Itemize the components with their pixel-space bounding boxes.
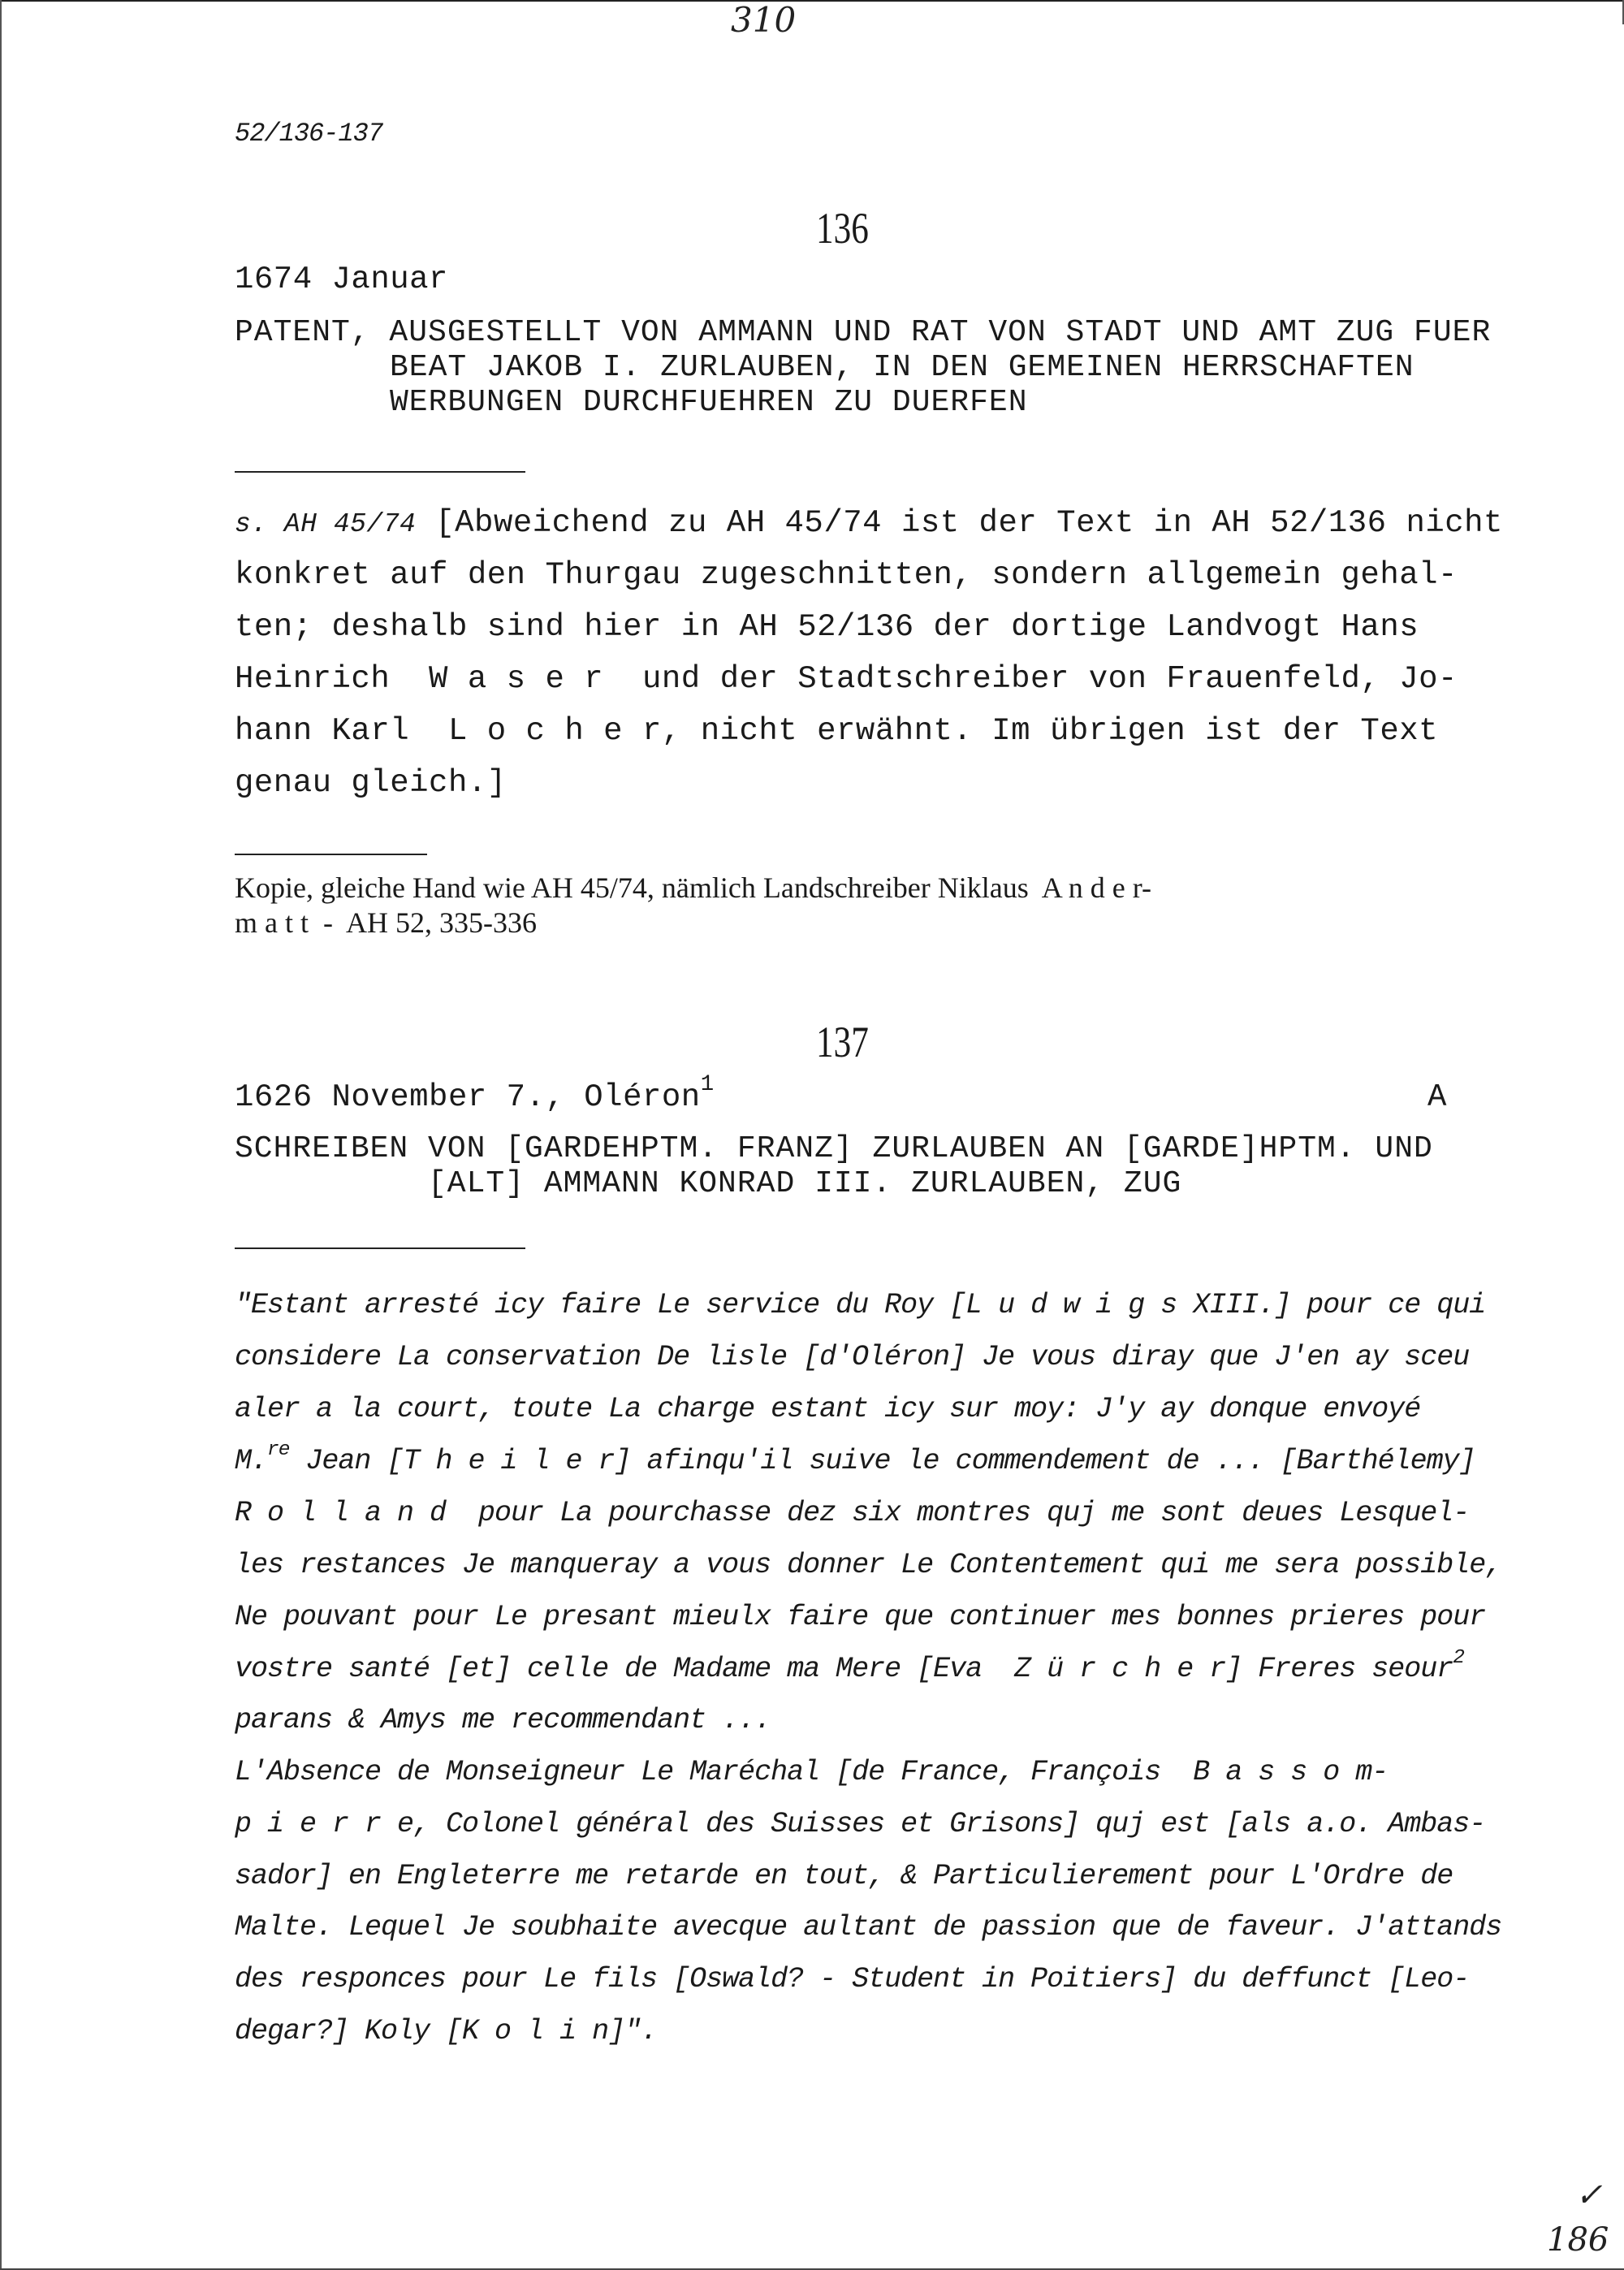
letter-line: L'Absence de Monseigneur Le Maréchal [de France, François B a s s o m-	[235, 1756, 1389, 1788]
date-text: 1626 November 7., Oléron	[235, 1079, 701, 1115]
letter-line: des responces pour Le fils [Oswald? - Student in Poitiers] du deffunct [Leo-	[235, 1963, 1470, 1995]
divider	[235, 471, 525, 473]
source-line: m a t t - AH 52, 335-336	[235, 906, 537, 939]
reference-prefix: s. AH 45/74	[235, 509, 417, 539]
footnote-marker: 2	[1453, 1646, 1464, 1669]
letter-line: degar?] Koly [K o l i n]".	[235, 2015, 658, 2047]
letter-text: Jean [T h e i l e r] afinqu'il suive le commendement de ... [Barthélemy]	[289, 1445, 1475, 1477]
superscript: re	[267, 1438, 290, 1461]
letter-line: Malte. Lequel Je soubhaite avecque aultant de passion que de faveur. J'attands	[235, 1911, 1502, 1944]
letter-line: aler a la court, toute La charge estant icy sur moy: J'y ay donque envoyé	[235, 1393, 1421, 1425]
document-title-line: BEAT JAKOB I. ZURLAUBEN, IN DEN GEMEINEN HERRSCHAFTEN	[390, 350, 1415, 385]
document-date: 1674 Januar	[235, 262, 448, 297]
reference-number: 52/136-137	[235, 119, 383, 149]
handwritten-folio-number: 186	[1547, 2221, 1609, 2259]
divider	[235, 1247, 525, 1249]
checkmark-icon: ✓	[1575, 2177, 1603, 2214]
letter-text: vostre santé [et] celle de Madame ma Mere [Eva Z ü r c h e r] Freres seour	[235, 1653, 1453, 1685]
document-marker: A	[1427, 1079, 1447, 1115]
document-date	[235, 1071, 715, 1115]
letter-line: "Estant arresté icy faire Le service du Roy [L u d w i g s XIII.] pour ce qui	[235, 1289, 1486, 1321]
body-line: hann Karl L o c h e r, nicht erwähnt. Im übrigen ist der Text	[235, 713, 1439, 749]
scan-border-left	[0, 0, 2, 2270]
divider	[235, 854, 427, 855]
letter-line: les restances Je manqueray a vous donner Le Contentement qui me sera possible,	[235, 1549, 1502, 1581]
document-title-line: SCHREIBEN VON [GARDEHPTM. FRANZ] ZURLAUBEN AN [GARDE]HPTM. UND	[235, 1131, 1433, 1166]
document-title-line: WERBUNGEN DURCHFUEHREN ZU DUERFEN	[390, 385, 1028, 420]
letter-line: sador] en Engleterre me retarde en tout, & Particulierement pour L'Ordre de	[235, 1860, 1453, 1892]
letter-line: parans & Amys me recommendant ...	[235, 1704, 771, 1736]
letter-line: R o l l a n d pour La pourchasse dez six montres quj me sont deues Lesquel-	[235, 1497, 1470, 1529]
letter-line: considere La conservation De lisle [d'Oléron] Je vous diray que J'en ay sceu	[235, 1341, 1470, 1373]
letter-line: p i e r r e, Colonel général des Suisses et Grisons] quj est [als a.o. Ambas-	[235, 1808, 1486, 1840]
body-line: Heinrich W a s e r und der Stadtschreiber von Frauenfeld, Jo-	[235, 661, 1458, 697]
body-line	[235, 505, 1503, 541]
letter-line	[235, 1646, 1464, 1685]
document-title-line: PATENT, AUSGESTELLT VON AMMANN UND RAT VON STADT UND AMT ZUG FUER	[235, 315, 1492, 350]
body-line: konkret auf den Thurgau zugeschnitten, sondern allgemein gehal-	[235, 557, 1458, 593]
handwritten-page-number: 310	[731, 0, 797, 40]
source-line: Kopie, gleiche Hand wie AH 45/74, nämlich Landschreiber Niklaus A n d e r-	[235, 871, 1151, 904]
letter-line: Ne pouvant pour Le presant mieulx faire que continuer mes bonnes prieres pour	[235, 1601, 1486, 1633]
abbrev: M.	[235, 1445, 268, 1477]
document-number-137: 137	[816, 1018, 869, 1066]
letter-line	[235, 1438, 1475, 1477]
body-line: genau gleich.]	[235, 765, 507, 801]
document-number-136: 136	[816, 204, 869, 253]
body-text: [Abweichend zu AH 45/74 ist der Text in AH 52/136 nicht	[416, 505, 1503, 541]
scan-border-top	[0, 0, 1622, 2]
footnote-marker: 1	[700, 1071, 715, 1097]
document-title-line: [ALT] AMMANN KONRAD III. ZURLAUBEN, ZUG	[428, 1166, 1182, 1201]
body-line: ten; deshalb sind hier in AH 52/136 der dortige Landvogt Hans	[235, 609, 1419, 645]
